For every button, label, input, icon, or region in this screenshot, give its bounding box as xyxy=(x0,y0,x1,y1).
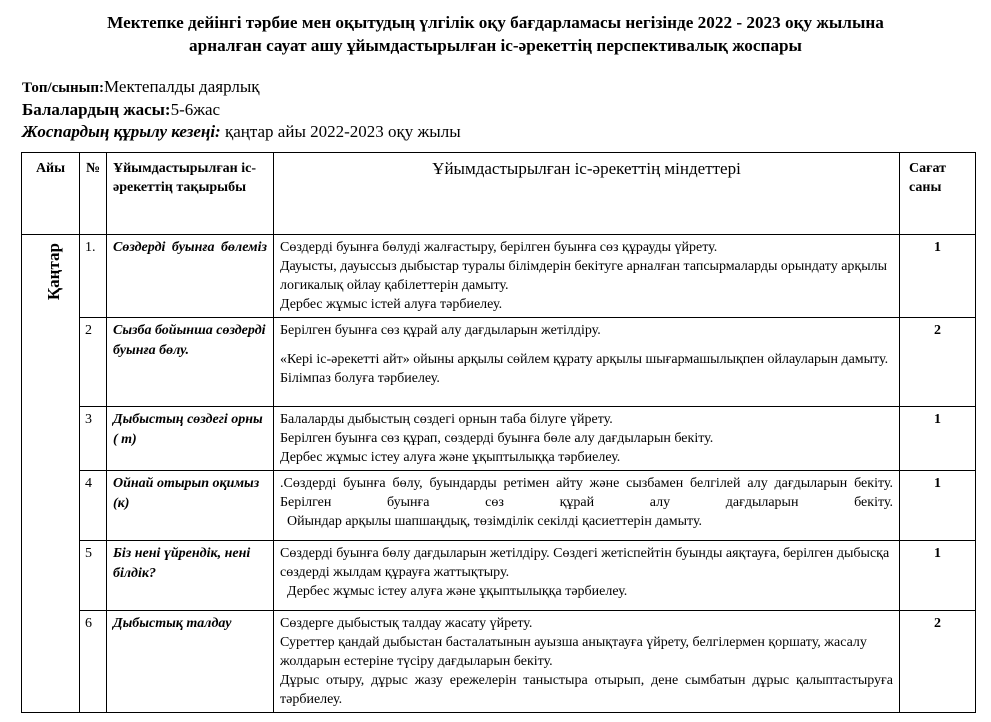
task-line: Сөздерді буынға бөлуді жалғастыру, берілген буынға сөз құрауды үйрету. xyxy=(280,240,718,255)
task-line: Дербес жұмыс істеу алуға және ұқыптылыққа тәрбиелеу. xyxy=(280,450,621,465)
row-tasks xyxy=(274,471,900,541)
plan-table xyxy=(21,152,976,713)
row-topic: Сызба бойынша сөздерді буынға бөлу. xyxy=(107,318,274,407)
header-tasks: Ұйымдастырылған іс-әрекеттің міндеттері xyxy=(274,153,900,235)
table-row xyxy=(22,471,976,541)
age-value: 5-6жас xyxy=(170,100,221,119)
row-hours: 2 xyxy=(900,318,976,407)
table-row xyxy=(22,611,976,713)
task-line: Дербес жұмыс істей алуға тәрбиелеу. xyxy=(280,297,503,312)
header-hours: Сағат саны xyxy=(900,153,976,235)
row-number: 6 xyxy=(80,611,107,713)
row-hours: 2 xyxy=(900,611,976,713)
row-hours: 1 xyxy=(900,407,976,471)
row-number: 1. xyxy=(80,235,107,318)
task-line: Дұрыс отыру, дұрыс жазу ережелерін таныстыра отырып, дене сымбатын дұрыс қалыптастыруға тәрбиелеу. xyxy=(280,673,893,707)
period-row xyxy=(22,121,461,143)
task-line: Білімпаз болуға тәрбиелеу. xyxy=(280,371,440,386)
task-line: Берілген буынға сөз құрап, сөздерді буынға бөле алу дағдыларын бекіту. xyxy=(280,431,714,446)
group-value: Мектепалды даярлық xyxy=(104,77,260,96)
row-tasks xyxy=(274,611,900,713)
table-row xyxy=(22,407,976,471)
row-hours: 1 xyxy=(900,541,976,611)
task-line: .Сөздерді буынға бөлу, буындарды ретімен айту және сызбамен белгілей алу дағдыларын бекіту. Берілген буынға сөз құрай алу дағдыларын бекіту. xyxy=(280,476,893,510)
table-row xyxy=(22,235,976,318)
row-topic: Дыбыстық талдау xyxy=(107,611,274,713)
row-tasks xyxy=(274,541,900,611)
task-line: Дербес жұмыс істеу алуға және ұқыптылыққа тәрбиелеу. xyxy=(280,584,628,599)
task-line: Ойындар арқылы шапшаңдық, төзімділік секілді қасиеттерін дамыту. xyxy=(280,514,703,529)
row-topic: Сөздерді буынға бөлеміз xyxy=(107,235,274,318)
row-number: 4 xyxy=(80,471,107,541)
task-line: Балаларды дыбыстың сөздегі орнын таба білуге үйрету. xyxy=(280,412,613,427)
header-number: № xyxy=(80,153,107,235)
row-number: 3 xyxy=(80,407,107,471)
row-number: 2 xyxy=(80,318,107,407)
row-hours: 1 xyxy=(900,235,976,318)
month-cell xyxy=(22,235,80,713)
task-line: «Кері іс-әрекетті айт» ойыны арқылы сөйлем құрату арқылы шығармашылықпен ойлауларын дамыту. xyxy=(280,352,889,367)
row-tasks xyxy=(274,407,900,471)
task-line: Суреттер қандай дыбыстан басталатынын ауызша анықтауға үйрету, белгілермен қоршату, жасалу жолдарын естеріне түсіру дағдыларын бекіту. xyxy=(280,635,867,669)
header-row xyxy=(22,153,976,235)
row-tasks xyxy=(274,318,900,407)
row-topic: Біз нені үйрендік, нені білдік? xyxy=(107,541,274,611)
row-number: 5 xyxy=(80,541,107,611)
group-row xyxy=(22,76,461,99)
month-label: Қаңтар xyxy=(44,243,63,301)
task-line: Дауысты, дауыссыз дыбыстар туралы білімдерін бекітуге арналған тапсырмаларды орындату арқылы логикалық ойлау қабілеттерін дамыту. xyxy=(280,259,888,293)
row-topic: Ойнай отырып оқимыз (к) xyxy=(107,471,274,541)
task-line: Сөздерді буынға бөлу дағдыларын жетілдіру. Сөздегі жетіспейтін буынды аяқтауға, берілген дыбысқа сөздерді жылдам құрауға жаттықтыру. xyxy=(280,546,890,580)
row-hours: 1 xyxy=(900,471,976,541)
age-row xyxy=(22,99,461,121)
header-topic: Ұйымдастырылған іс-әрекеттің тақырыбы xyxy=(107,153,274,235)
plan-meta xyxy=(22,76,461,143)
document-title xyxy=(0,12,991,57)
group-label: Топ/сынып: xyxy=(22,80,105,96)
table-row xyxy=(22,541,976,611)
age-label: Балалардың жасы: xyxy=(22,100,171,119)
title-line-2: арналған сауат ашу ұйымдастырылған іс-әрекеттің перспективалық жоспары xyxy=(189,35,802,55)
header-month: Айы xyxy=(22,153,80,235)
table-row xyxy=(22,318,976,407)
row-tasks xyxy=(274,235,900,318)
title-line-1: Мектепке дейінгі тәрбие мен оқытудың үлгілік оқу бағдарламасы негізінде 2022 - 2023 оқу жылына xyxy=(107,13,884,32)
period-value: қаңтар айы 2022-2023 оқу жылы xyxy=(220,122,461,141)
row-topic: Дыбыстың сөздегі орны ( т) xyxy=(107,407,274,471)
task-line: Берілген буынға сөз құрай алу дағдыларын жетілдіру. xyxy=(280,323,601,338)
task-line: Сөздерге дыбыстық талдау жасату үйрету. xyxy=(280,616,533,631)
period-label: Жоспардың құрылу кезеңі: xyxy=(22,122,221,141)
